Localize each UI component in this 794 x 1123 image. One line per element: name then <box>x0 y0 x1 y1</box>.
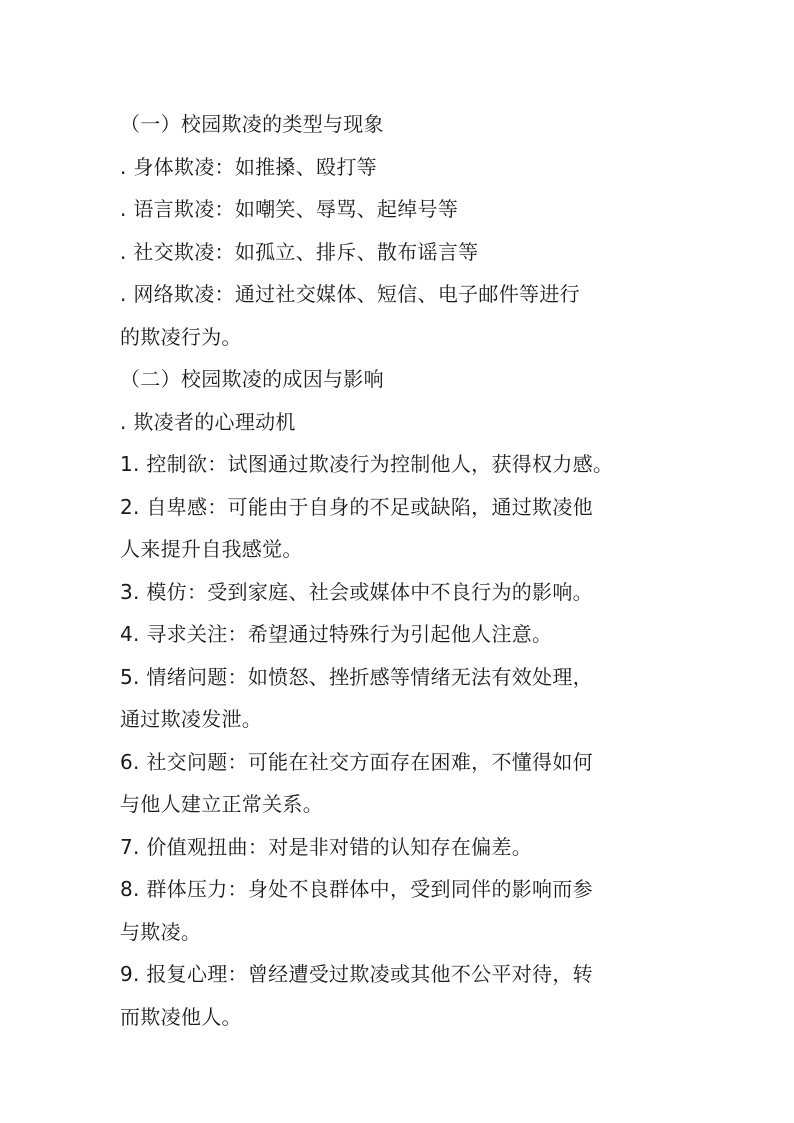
list-item: 9. 报复心理：曾经遭受过欺凌或其他不公平对待，转 <box>120 962 593 986</box>
document-body <box>120 103 690 1038</box>
section-heading-types: （一）校园欺凌的类型与现象 <box>120 112 384 136</box>
section-heading-causes: （二）校园欺凌的成因与影响 <box>120 367 384 391</box>
list-item: 6. 社交问题：可能在社交方面存在困难，不懂得如何 <box>120 749 593 774</box>
list-item-continuation: 通过欺凌发泄。 <box>120 707 263 731</box>
list-item-continuation: 与欺凌。 <box>120 919 202 944</box>
subheading-motives: . 欺凌者的心理动机 <box>120 409 296 434</box>
list-item: 4. 寻求关注：希望通过特殊行为引起他人注意。 <box>120 622 553 646</box>
list-item: 8. 群体压力：身处不良群体中，受到同伴的影响而参 <box>120 877 593 901</box>
list-item: 5. 情绪问题：如愤怒、挫折感等情绪无法有效处理， <box>120 664 593 689</box>
list-item-continuation: 与他人建立正常关系。 <box>120 792 323 816</box>
list-item-continuation: 人来提升自我感觉。 <box>120 537 303 561</box>
list-item: . 语言欺凌：如嘲笑、辱骂、起绰号等 <box>120 197 459 221</box>
list-item: 3. 模仿：受到家庭、社会或媒体中不良行为的影响。 <box>120 579 593 604</box>
list-item-continuation: 的欺凌行为。 <box>120 324 242 349</box>
list-item: 2. 自卑感：可能由于自身的不足或缺陷，通过欺凌他 <box>120 494 593 519</box>
list-item: 1. 控制欲：试图通过欺凌行为控制他人，获得权力感。 <box>120 452 614 476</box>
list-item: 7. 价值观扭曲：对是非对错的认知存在偏差。 <box>120 834 533 859</box>
list-item: . 社交欺凌：如孤立、排斥、散布谣言等 <box>120 239 479 264</box>
list-item: . 身体欺凌：如推搡、殴打等 <box>120 154 377 179</box>
list-item-continuation: 而欺凌他人。 <box>120 1004 242 1029</box>
list-item: . 网络欺凌：通过社交媒体、短信、电子邮件等进行 <box>120 282 580 306</box>
